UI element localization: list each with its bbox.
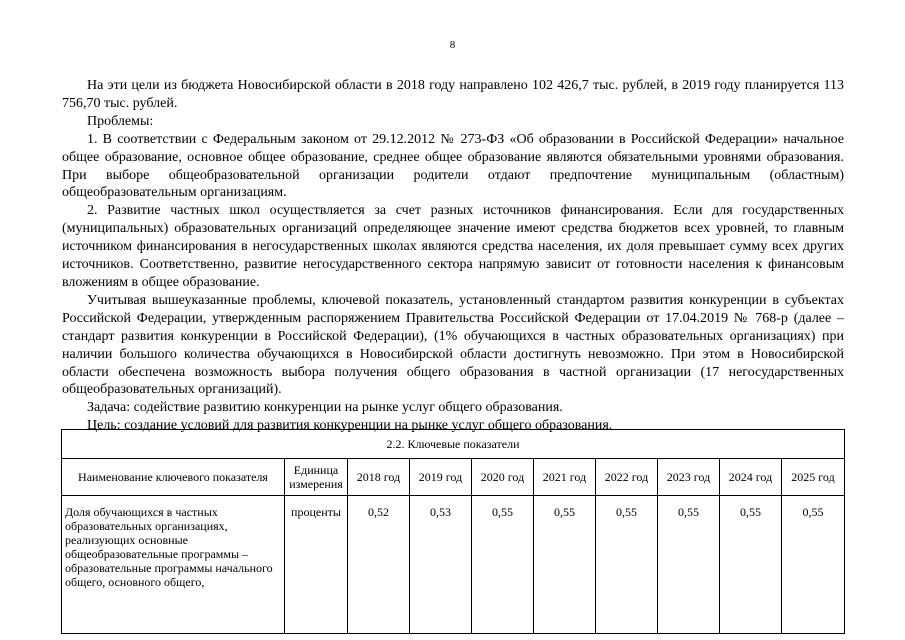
key-indicators-table	[61, 429, 845, 634]
header-year: 2025 год	[782, 459, 845, 496]
header-year: 2024 год	[720, 459, 782, 496]
paragraph-goal: Цель: создание условий для развития конкуренции на рынке услуг общего образования.	[87, 418, 613, 434]
paragraph-conclusion: Учитывая вышеуказанные проблемы, ключевой показатель, установленный стандартом развития конкуренции в субъектах Российской Федерации, утвержденным распоряжением Правительства Российской Федерации от 17.04.2019 № 768-р (далее – стандарт развития конкуренции в Российской Федерации), (1% обучающихся в частных образовательных организациях) при наличии большого количества обучающихся в Новосибирской области достигнуть невозможно. При этом в Новосибирской области обеспечена возможность выбора получения общего образования в частной организации (17 негосударственных общеобразовательных организаций).	[62, 292, 844, 398]
header-year: 2020 год	[472, 459, 534, 496]
indicator-value: 0,55	[596, 496, 658, 634]
header-year: 2023 год	[658, 459, 720, 496]
paragraph-problems-heading: Проблемы:	[87, 113, 154, 129]
header-unit: Единица измерения	[285, 459, 348, 496]
header-indicator-name: Наименование ключевого показателя	[62, 459, 285, 496]
indicator-name: Доля обучающихся в частных образовательных организациях, реализующих основные общеобразовательные программы – образовательные программы начального общего, основного общего,	[62, 496, 285, 634]
table-title-row	[62, 430, 845, 459]
header-year: 2022 год	[596, 459, 658, 496]
indicator-unit: проценты	[285, 496, 348, 634]
indicator-value: 0,53	[410, 496, 472, 634]
table-header-row	[62, 459, 845, 496]
indicator-value: 0,55	[720, 496, 782, 634]
page-number: 8	[449, 39, 456, 51]
document-body	[62, 77, 844, 435]
header-year: 2019 год	[410, 459, 472, 496]
indicator-value: 0,55	[534, 496, 596, 634]
paragraph-task: Задача: содействие развитию конкуренции на рынке услуг общего образования.	[87, 400, 563, 416]
table-row	[62, 496, 845, 634]
paragraph-budget: На эти цели из бюджета Новосибирской области в 2018 году направлено 102 426,7 тыс. рублей, в 2019 году планируется 113 756,70 тыс. рублей.	[62, 78, 844, 111]
paragraph-problem-1: 1. В соответствии с Федеральным законом от 29.12.2012 № 273-ФЗ «Об образовании в Российской Федерации» начальное общее образование, основное общее образование, среднее общее образование являются обязательными уровнями образования. При выборе общеобразовательной организации родители отдают предпочтение муниципальным (областным) общеобразовательным организациям.	[62, 131, 844, 201]
header-year: 2018 год	[348, 459, 410, 496]
indicator-value: 0,55	[782, 496, 845, 634]
indicator-value: 0,55	[658, 496, 720, 634]
indicator-value: 0,55	[472, 496, 534, 634]
paragraph-problem-2: 2. Развитие частных школ осуществляется за счет разных источников финансирования. Если для государственных (муниципальных) образовательных организаций определяющее значение имеют средства бюджетов всех уровней, то главным источником финансирования в негосударственных школах являются средства населения, их доля превышает сумму всех других источников. Соответственно, развитие негосударственного сектора напрямую зависит от готовности населения к финансовым вложениям в общее образование.	[62, 203, 844, 290]
indicator-value: 0,52	[348, 496, 410, 634]
header-year: 2021 год	[534, 459, 596, 496]
table-title: 2.2. Ключевые показатели	[62, 430, 845, 459]
